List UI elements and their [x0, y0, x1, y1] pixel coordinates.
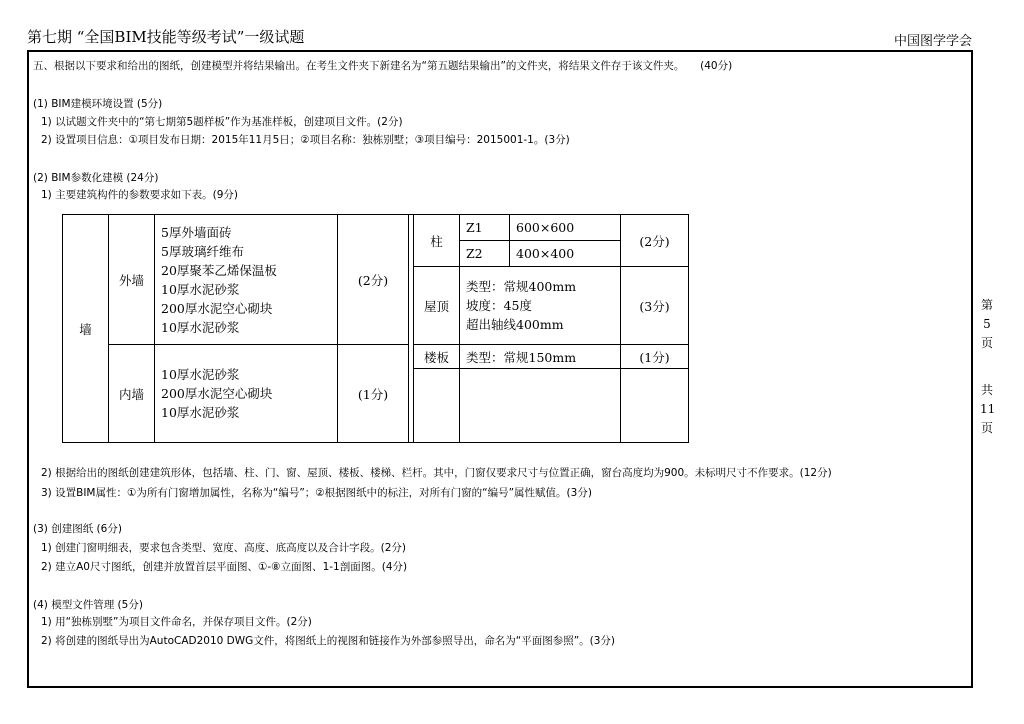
- section-2-title: (2) BIM参数化建模 (24分): [33, 172, 159, 184]
- section-3-title: (3) 创建图纸 (6分): [33, 523, 122, 535]
- roof-label: 屋顶: [414, 267, 460, 345]
- page-number: 第 5 页: [980, 298, 993, 350]
- floor-score: (1分): [621, 345, 689, 369]
- outer-wall-label: 外墙: [109, 215, 155, 345]
- empty-cell: [414, 369, 460, 443]
- question-intro: 五、根据以下要求和给出的图纸，创建模型并将结果输出。在考生文件夹下新建名为“第五题结果输出”的文件夹，将结果文件存于该文件夹。 (40分): [33, 60, 733, 72]
- outer-wall-layers: 5厚外墙面砖 5厚玻璃纤维布 20厚聚苯乙烯保温板 10厚水泥砂浆 200厚水泥空心砌块 10厚水泥砂浆: [155, 215, 338, 345]
- empty-cell: [460, 369, 621, 443]
- section-1-item-1: 1) 以试题文件夹中的“第七期第5题样板”作为基准样板，创建项目文件。(2分): [41, 116, 403, 128]
- roof-score: (3分): [621, 267, 689, 345]
- floor-label: 楼板: [414, 345, 460, 369]
- roof-spec: 类型：常规400mm 坡度：45度 超出轴线400mm: [460, 267, 621, 345]
- component-spec-table: [62, 214, 689, 443]
- wall-label: 墙: [63, 215, 109, 443]
- section-4-item-1: 1) 用“独栋别墅”为项目文件命名，并保存项目文件。(2分): [41, 616, 312, 628]
- section-2-item-3: 3) 设置BIM属性：①为所有门窗增加属性，名称为“编号”；②根据图纸中的标注，对所有门窗的“编号”属性赋值。(3分): [41, 487, 592, 499]
- outer-wall-score: (2分): [338, 215, 409, 345]
- section-3-item-1: 1) 创建门窗明细表，要求包含类型、宽度、高度、底高度以及合计字段。(2分): [41, 542, 406, 554]
- section-1-title: (1) BIM建模环境设置 (5分): [33, 98, 163, 110]
- floor-spec: 类型：常规150mm: [460, 345, 621, 369]
- inner-wall-label: 内墙: [109, 345, 155, 443]
- section-1-item-2: 2) 设置项目信息：①项目发布日期：2015年11月5日；②项目名称：独栋别墅；③项目编号：2015001-1。(3分): [41, 134, 570, 146]
- inner-wall-score: (1分): [338, 345, 409, 443]
- empty-cell: [621, 369, 689, 443]
- section-3-item-2: 2) 建立A0尺寸图纸，创建并放置首层平面图、①-⑧立面图、1-1剖面图。(4分): [41, 561, 408, 573]
- exam-title: 第七期 “全国BIM技能等级考试”一级试题: [27, 28, 305, 46]
- column-label: 柱: [414, 215, 460, 267]
- section-4-item-2: 2) 将创建的图纸导出为AutoCAD2010 DWG文件，将图纸上的视图和链接作为外部参照导出，命名为“平面图参照”。(3分): [41, 635, 616, 647]
- section-2-item-1: 1) 主要建筑构件的参数要求如下表。(9分): [41, 189, 238, 201]
- z2-size: 400×400: [510, 241, 621, 267]
- z1-size: 600×600: [510, 215, 621, 241]
- section-2-item-2: 2) 根据给出的图纸创建建筑形体，包括墙、柱、门、窗、屋顶、楼板、楼梯、栏杆。其中，门窗仅要求尺寸与位置正确，窗台高度均为900。未标明尺寸不作要求。(12分): [41, 467, 832, 479]
- total-pages: 共 11 页: [980, 383, 996, 435]
- section-4-title: (4) 模型文件管理 (5分): [33, 599, 143, 611]
- inner-wall-layers: 10厚水泥砂浆 200厚水泥空心砌块 10厚水泥砂浆: [155, 345, 338, 443]
- z1-label: Z1: [460, 215, 510, 241]
- organization-name: 中国图学学会: [893, 34, 972, 49]
- z2-label: Z2: [460, 241, 510, 267]
- column-score: (2分): [621, 215, 689, 267]
